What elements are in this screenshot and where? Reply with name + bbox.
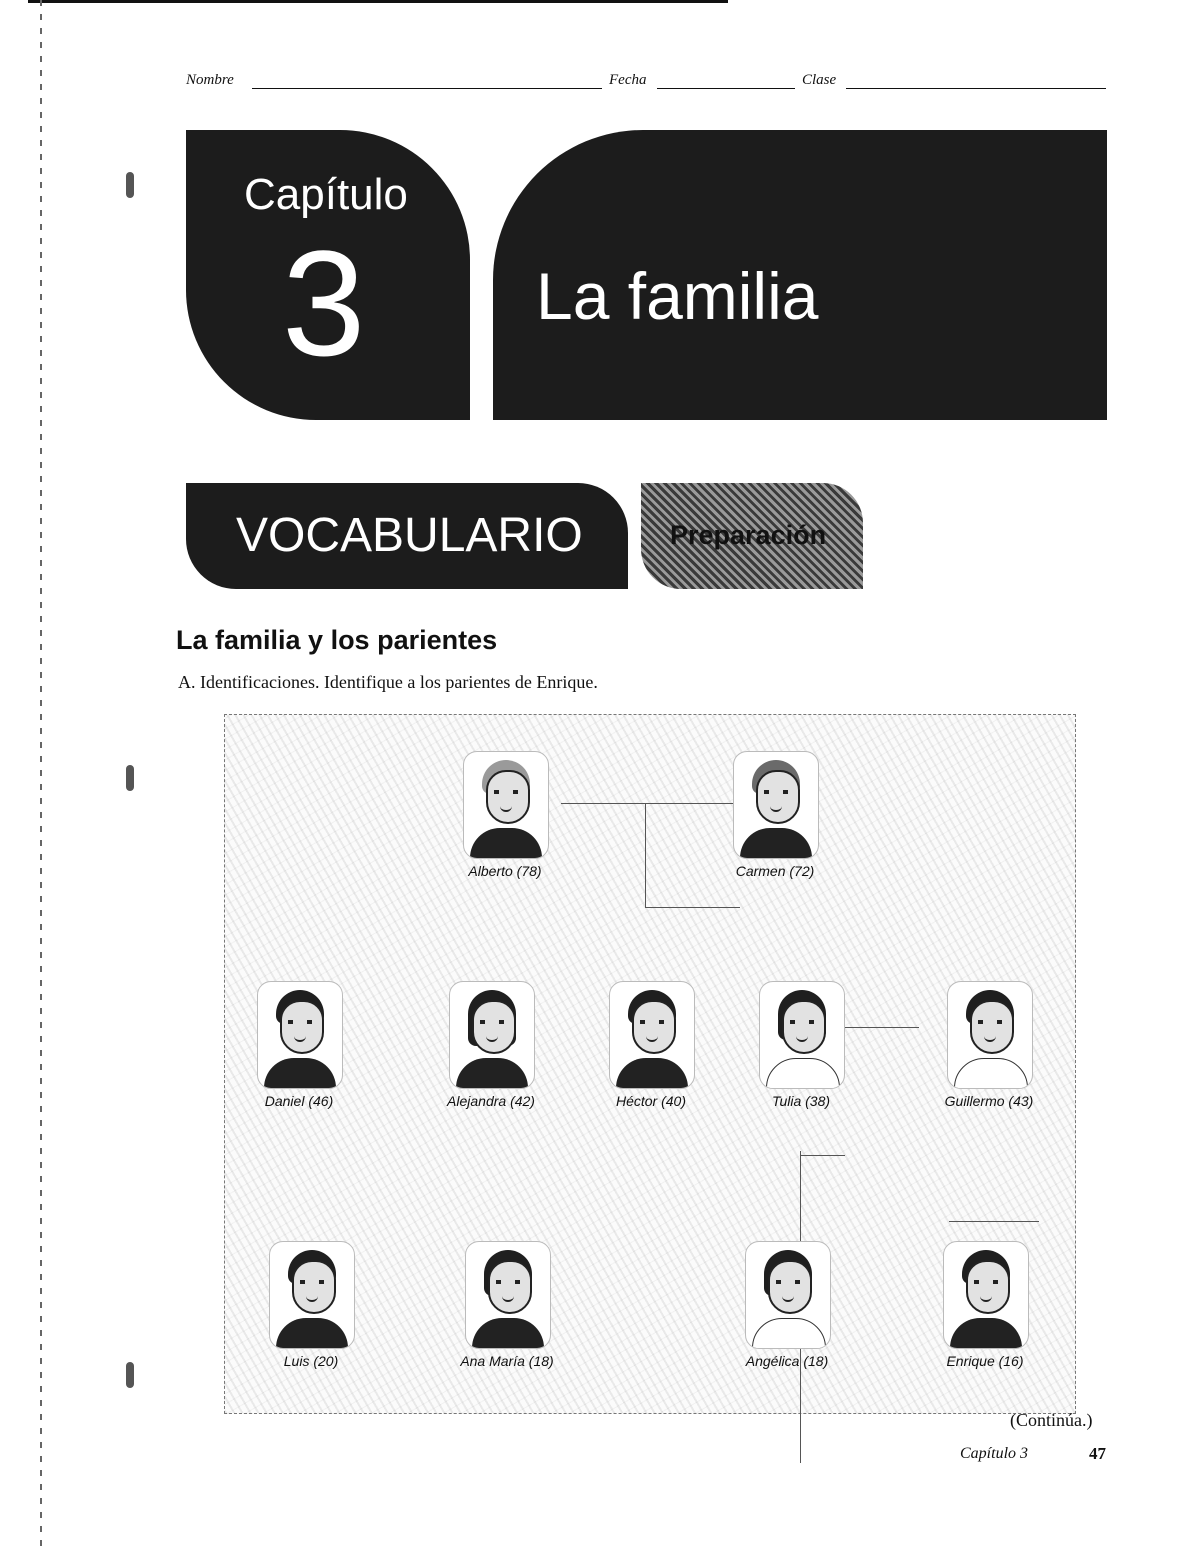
tree-connector: [561, 803, 737, 804]
person-name: Daniel (46): [264, 1093, 334, 1109]
young-man-portrait-icon: [943, 1241, 1029, 1349]
chapter-number: 3: [282, 219, 366, 387]
binder-hole-icon: [126, 172, 134, 198]
person-tulia: [741, 981, 861, 1131]
grandmother-portrait-icon: [733, 751, 819, 859]
binder-hole-icon: [126, 1362, 134, 1388]
person-name: Alejandra (42): [447, 1093, 535, 1109]
scan-top-rule: [28, 0, 728, 3]
person-alberto: [445, 751, 565, 901]
nombre-label: Nombre: [186, 72, 234, 88]
person-daniel: [239, 981, 359, 1131]
chapter-title: La familia: [536, 259, 819, 333]
tree-connector: [800, 1155, 845, 1156]
person-ana-maria: [447, 1241, 567, 1391]
exercise-instruction: A. Identificaciones. Identifique a los parientes de Enrique.: [178, 672, 598, 692]
person-carmen: [715, 751, 835, 901]
section-heading: La familia y los parientes: [176, 625, 498, 655]
person-enrique: [925, 1241, 1045, 1391]
woman-portrait-icon: [759, 981, 845, 1089]
man-portrait-icon: [609, 981, 695, 1089]
person-name: Ana María (18): [460, 1353, 554, 1369]
clase-line: [846, 88, 1106, 89]
person-name: Angélica (18): [745, 1353, 829, 1369]
man-portrait-icon: [257, 981, 343, 1089]
family-tree-figure: [224, 714, 1076, 1414]
person-luis: [251, 1241, 371, 1391]
person-alejandra: [431, 981, 551, 1131]
binder-hole-icon: [126, 765, 134, 791]
tree-connector: [645, 803, 646, 907]
fecha-label: Fecha: [609, 72, 647, 88]
tree-connector: [645, 907, 740, 908]
fecha-line: [657, 88, 795, 89]
person-name: Enrique (16): [946, 1353, 1024, 1369]
page-number: 47: [1089, 1444, 1106, 1463]
preparacion-label: Preparación: [670, 520, 827, 550]
tree-connector: [949, 1221, 1039, 1222]
continua-note: (Continúa.): [1010, 1410, 1093, 1430]
nombre-line: [252, 88, 602, 89]
young-man-portrait-icon: [269, 1241, 355, 1349]
person-name: Luis (20): [283, 1353, 339, 1369]
person-guillermo: [929, 981, 1049, 1131]
young-woman-portrait-icon: [745, 1241, 831, 1349]
scan-left-edge: [40, 0, 42, 1553]
person-name: Carmen (72): [735, 863, 815, 879]
grandfather-portrait-icon: [463, 751, 549, 859]
vocabulario-label: VOCABULARIO: [236, 509, 583, 562]
clase-label: Clase: [802, 72, 837, 88]
person-name: Tulia (38): [771, 1093, 831, 1109]
chapter-word: Capítulo: [244, 170, 408, 219]
man-portrait-icon: [947, 981, 1033, 1089]
person-hector: [591, 981, 711, 1131]
person-name: Guillermo (43): [944, 1093, 1034, 1109]
person-name: Héctor (40): [615, 1093, 687, 1109]
young-woman-portrait-icon: [465, 1241, 551, 1349]
woman-portrait-icon: [449, 981, 535, 1089]
person-name: Alberto (78): [468, 863, 542, 879]
person-angelica: [727, 1241, 847, 1391]
footer-chapter: Capítulo 3: [960, 1445, 1029, 1462]
